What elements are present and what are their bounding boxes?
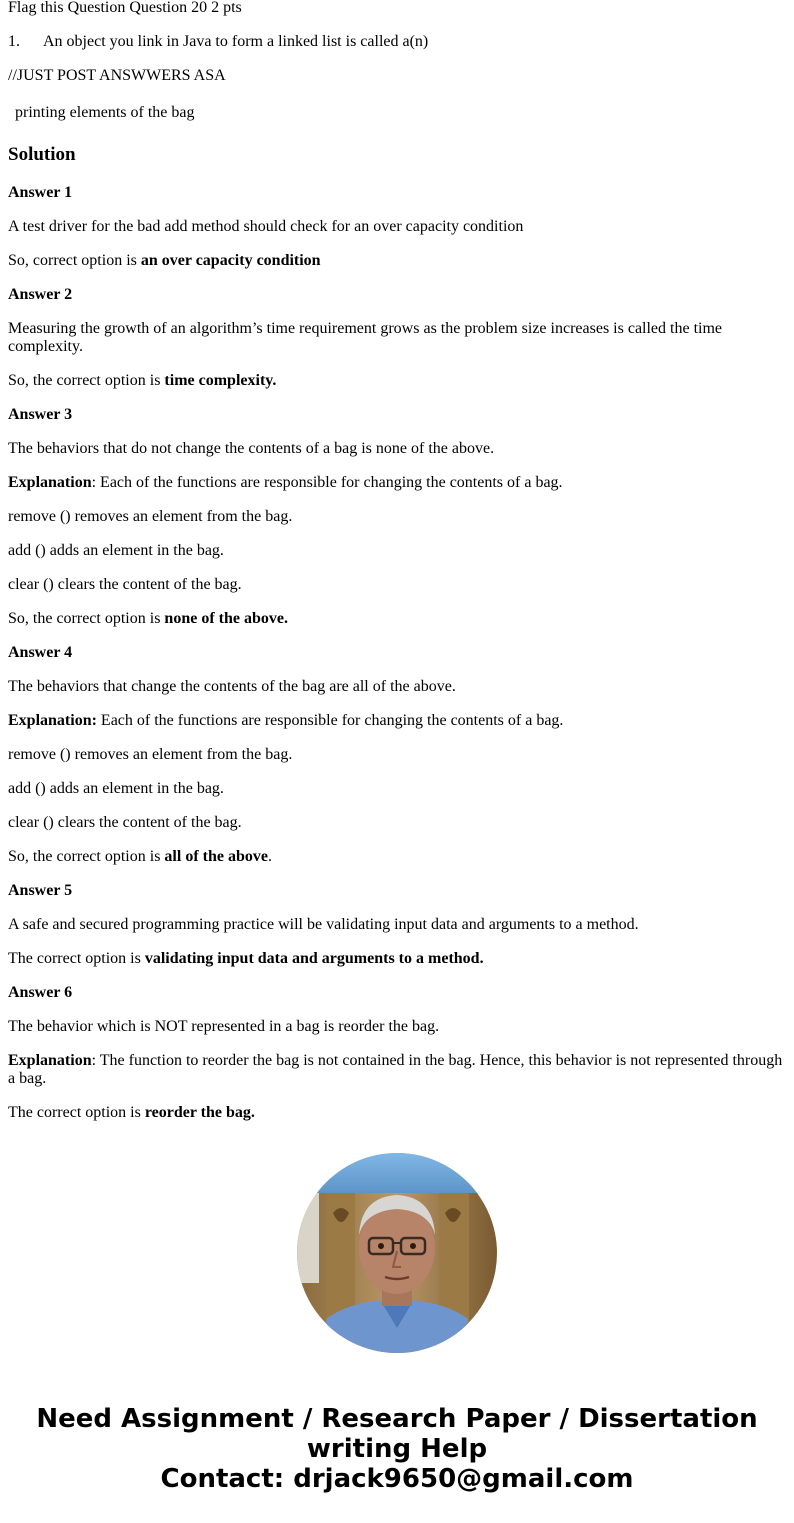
answer-1 — [8, 184, 786, 286]
answer-statement: A test driver for the bad add method should check for an over capacity condition — [8, 218, 524, 235]
answer-conclusion: The correct option is reorder the bag. — [8, 1104, 255, 1121]
answer-conclusion: So, the correct option is none of the above. — [8, 610, 288, 627]
answer-statement: The behaviors that change the contents of the bag are all of the above. — [8, 678, 456, 695]
answer-3 — [8, 406, 786, 644]
answer-5 — [8, 882, 786, 984]
answer-explanation: Explanation: Each of the functions are responsible for changing the contents of a bag. — [8, 712, 564, 729]
answer-statement: A safe and secured programming practice will be validating input data and arguments to a method. — [8, 916, 639, 933]
answer-title: Answer 3 — [8, 406, 73, 423]
author-avatar-illustration — [297, 1153, 497, 1353]
question-number: 1. — [8, 33, 20, 50]
author-avatar — [297, 1153, 497, 1353]
answer-title: Answer 6 — [8, 984, 73, 1001]
answer-2 — [8, 286, 786, 406]
answer-statement: The behavior which is NOT represented in a bag is reorder the bag. — [8, 1018, 440, 1035]
answer-6 — [8, 984, 786, 1138]
answer-statement: The behaviors that do not change the contents of a bag is none of the above. — [8, 440, 495, 457]
promo-line-2: writing Help — [306, 1434, 488, 1464]
answer-4 — [8, 644, 786, 882]
answer-explanation: Explanation: Each of the functions are responsible for changing the contents of a bag. — [8, 474, 563, 491]
question-line — [8, 33, 428, 51]
answer-line: clear () clears the content of the bag. — [8, 576, 242, 593]
answer-conclusion: So, the correct option is all of the above. — [8, 848, 272, 865]
answer-line: add () adds an element in the bag. — [8, 780, 224, 797]
just-post-note: //JUST POST ANSWWERS ASA — [8, 67, 226, 84]
promo-contact: Contact: drjack9650@gmail.com — [160, 1464, 634, 1494]
answer-title: Answer 1 — [8, 184, 73, 201]
solution-heading: Solution — [8, 144, 76, 165]
answer-title: Answer 5 — [8, 882, 73, 899]
answer-conclusion: So, the correct option is time complexity. — [8, 372, 277, 389]
answer-line: remove () removes an element from the bag. — [8, 508, 293, 525]
question-text: An object you link in Java to form a linked list is called a(n) — [43, 33, 429, 50]
printing-elements-note: printing elements of the bag — [15, 104, 195, 121]
answer-explanation: Explanation: The function to reorder the bag is not contained in the bag. Hence, this behavior is not represented through a bag. — [8, 1052, 783, 1087]
answer-conclusion: The correct option is validating input data and arguments to a method. — [8, 950, 484, 967]
answer-statement: Measuring the growth of an algorithm’s time requirement grows as the problem size increases is called the time complexity. — [8, 320, 723, 355]
promo-footer — [0, 1404, 794, 1494]
answer-line: remove () removes an element from the bag. — [8, 746, 293, 763]
flag-question-line: Flag this Question Question 20 2 pts — [8, 0, 242, 16]
promo-line-1: Need Assignment / Research Paper / Dissertation — [36, 1404, 758, 1434]
answer-title: Answer 4 — [8, 644, 73, 661]
answer-conclusion: So, correct option is an over capacity condition — [8, 252, 321, 269]
answer-title: Answer 2 — [8, 286, 73, 303]
answer-line: clear () clears the content of the bag. — [8, 814, 242, 831]
answer-line: add () adds an element in the bag. — [8, 542, 224, 559]
